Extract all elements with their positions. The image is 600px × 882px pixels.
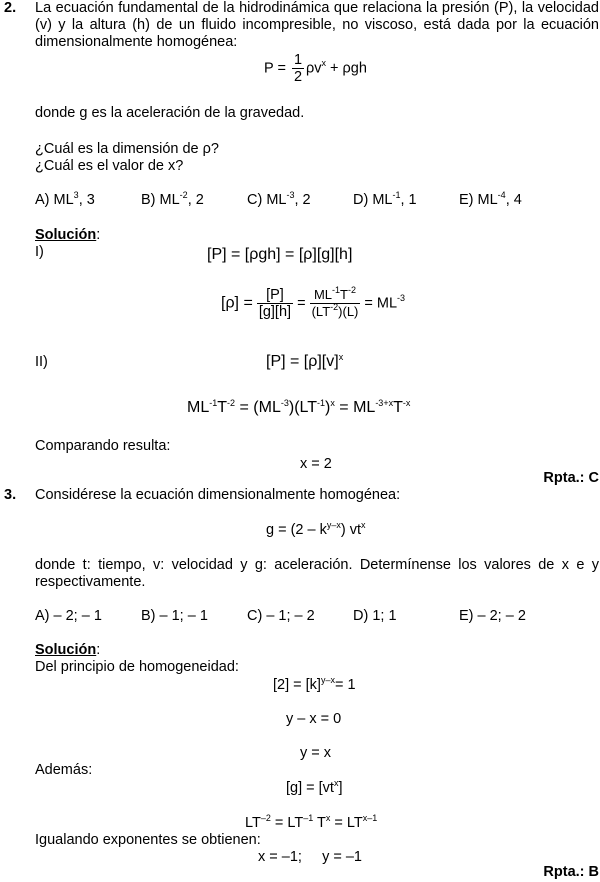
problem-3-eq-4: $[g] = [vt^x]$	[286, 778, 343, 796]
problem-2-where: donde g es la aceleración de la gravedad.	[35, 105, 305, 121]
step-2-label: II)	[35, 354, 48, 370]
option-a: A) $ML^3$, 3	[35, 190, 95, 208]
also-text: Además:	[35, 762, 93, 778]
problem-3-eq-1: $[2] = [k]^{y-x}= 1$	[273, 675, 356, 693]
problem-3-number: 3.	[4, 487, 17, 503]
option-e: E) $ML^{-4}$, 4	[459, 190, 522, 208]
problem-2-statement: La ecuación fundamental de la hidrodinámica que relaciona la presión (P), la velocidad (v) y la altura (h) de un fluido incompresible, no viscoso, está dada por la ecuación dimensionalmente homogénea:	[35, 0, 599, 50]
step-2-equation: $[P] = [\rho][v]^x$	[266, 352, 344, 370]
problem-3-statement: Considérese la ecuación dimensionalmente homogénea:	[35, 487, 401, 503]
problem-3-options	[0, 608, 600, 626]
step-2b-equation: $ML^{-1}T^{-2} = (ML^{-3})(LT^{-1})^x = ML^{-3+x}T^{-x}$	[187, 398, 411, 416]
problem-2-result: x = 2	[300, 456, 332, 472]
problem-3-result: x = –1; y = –1	[258, 849, 362, 865]
problem-2-equation: P = $\frac{1}{2}$ $\rho v^x + \rho gh$	[264, 52, 367, 85]
option-e: E) – 2; – 2	[459, 608, 526, 624]
step-1-label: I)	[35, 244, 44, 260]
problem-3-eq-3: y = x	[300, 745, 332, 761]
option-c: C) $ML^{-3}$, 2	[247, 190, 311, 208]
problem-2-question-2: ¿Cuál es el valor de x?	[35, 158, 184, 174]
step-1-equation: [P] = [ρgh] = [ρ][g][h]	[207, 246, 353, 263]
problem-3-eq-5: $LT^{-2} = LT^{-1}$ $T^x = LT^{x-1}$	[245, 813, 378, 831]
option-d: D) 1; 1	[353, 608, 397, 624]
option-b: B) – 1; – 1	[141, 608, 208, 624]
principle-text: Del principio de homogeneidad:	[35, 659, 239, 675]
problem-3-answer: Rpta.: B	[543, 864, 599, 880]
problem-3-equation: $g = (2 - k^{y-x})$ $vt^x$	[266, 520, 366, 538]
equating-text: Igualando exponentes se obtienen:	[35, 832, 261, 848]
problem-3-where: donde t: tiempo, v: velocidad y g: aceleración. Determínense los valores de x e y respectivamente.	[35, 557, 599, 590]
problem-2-question-1: ¿Cuál es la dimensión de ρ?	[35, 141, 219, 157]
problem-2-options	[0, 192, 600, 210]
option-c: C) – 1; – 2	[247, 608, 315, 624]
option-d: D) $ML^{-1}$, 1	[353, 190, 417, 208]
step-1b-equation: [ρ] = $\frac{[P]}{[g][h]}$ = $\frac{ML^{-1}T^{-2}}{(LT^{-2})(L)}$ = $ML^{-3}$	[221, 285, 406, 320]
option-a: A) – 2; – 1	[35, 608, 102, 624]
problem-3-solution-heading: Solución:	[35, 642, 101, 658]
comparing-text: Comparando resulta:	[35, 438, 171, 454]
problem-3-eq-2: y – x = 0	[286, 711, 342, 727]
problem-2-answer: Rpta.: C	[543, 470, 599, 486]
problem-2-number: 2.	[4, 0, 17, 16]
option-b: B) $ML^{-2}$, 2	[141, 190, 204, 208]
problem-2-solution-heading: Solución:	[35, 227, 101, 243]
